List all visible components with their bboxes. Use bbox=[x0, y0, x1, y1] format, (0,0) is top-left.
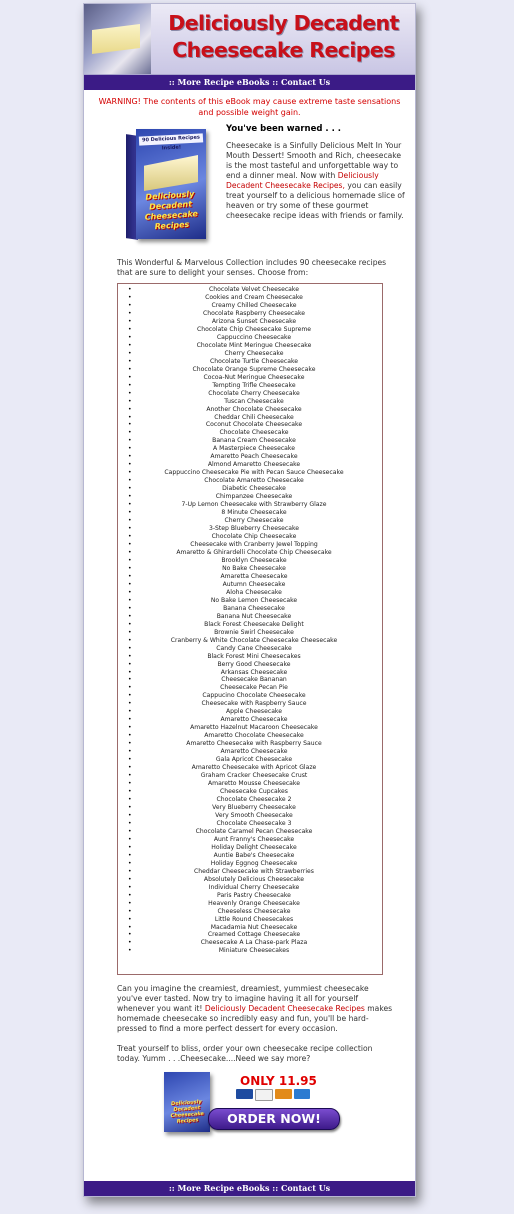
recipe-item: • Little Round Cheesecakes bbox=[118, 916, 382, 924]
visa-icon bbox=[255, 1089, 274, 1101]
ebook-small-image: Deliciously Decadent Cheesecake Recipes bbox=[164, 1072, 210, 1132]
recipe-item: • Banana Nut Cheesecake bbox=[118, 613, 382, 621]
recipe-item: • Cheddar Chili Cheesecake bbox=[118, 414, 382, 422]
recipe-item: • Cheesecake with Raspberry Sauce bbox=[118, 700, 382, 708]
recipe-item: • Another Chocolate Cheesecake bbox=[118, 406, 382, 414]
recipe-item: • Amaretto Peach Cheesecake bbox=[118, 453, 382, 461]
recipe-item: • Chocolate Cheesecake bbox=[118, 429, 382, 437]
recipe-item: • Cheesecake with Cranberry Jewel Topping bbox=[118, 541, 382, 549]
ebook-cover-image bbox=[126, 129, 206, 241]
recipe-item: • Cocoa-Nut Meringue Cheesecake bbox=[118, 374, 382, 382]
recipe-item: • Cheesecake Bananan bbox=[118, 676, 382, 684]
recipe-item: • Cheesecake A La Chase-park Plaza bbox=[118, 939, 382, 947]
price-label: ONLY 11.95 bbox=[240, 1074, 317, 1088]
amex-icon bbox=[294, 1089, 311, 1099]
recipe-item: • Banana Cheesecake bbox=[118, 605, 382, 613]
recipe-item: • Cheddar Cheesecake with Strawberries bbox=[118, 868, 382, 876]
recipe-item: • Amaretta Cheesecake bbox=[118, 573, 382, 581]
recipe-item: • 7-Up Lemon Cheesecake with Strawberry Glaze bbox=[118, 501, 382, 509]
recipe-item: • Tuscan Cheesecake bbox=[118, 398, 382, 406]
page bbox=[83, 3, 416, 1197]
payment-icons bbox=[236, 1089, 310, 1099]
recipe-list-box bbox=[117, 283, 383, 975]
recipe-item: • Chocolate Chip Cheesecake bbox=[118, 533, 382, 541]
product-name: Deliciously Decadent Cheesecake Recipes bbox=[204, 1004, 365, 1013]
recipe-item: • Amaretto Cheesecake bbox=[118, 748, 382, 756]
recipe-item: • Arkansas Cheesecake bbox=[118, 669, 382, 677]
recipe-item: • Almond Amaretto Cheesecake bbox=[118, 461, 382, 469]
recipe-item: • Aloha Cheesecake bbox=[118, 589, 382, 597]
recipe-item: • Very Smooth Cheesecake bbox=[118, 812, 382, 820]
recipe-item: • Arizona Sunset Cheesecake bbox=[118, 318, 382, 326]
closing-section bbox=[84, 984, 415, 1064]
intro-paragraph: Cheesecake is a Sinfully Delicious Melt In Your Mouth Dessert! Smooth and Rich, cheesecake is the most tasteful and unforgettable way to end a dinner meal. Now with Deliciously Decadent Cheesecake Recipes, you can easily treat yourself to a delicious homemade slice of heaven or try some of these gourmet cheesecake recipe ideas with friends or family. bbox=[226, 141, 405, 220]
recipe-item: • Amaretto & Ghirardelli Chocolate Chip Cheesecake bbox=[118, 549, 382, 557]
ebook-banner: 90 Delicious Recipes Inside! bbox=[139, 133, 203, 145]
warning-text: WARNING! The contents of this eBook may cause extreme taste sensations and possible weight gain. bbox=[98, 97, 401, 117]
closing-paragraph-1: Can you imagine the creamiest, dreamiest, yummiest cheesecake you've ever tasted. Now try to imagine having it all for yourself whenever you want it! Deliciously Decadent Cheesecake Recipes makes homemade cheesecake so incredibly easy and fun, you'll be hard-pressed to find a more perfect dessert for every occasion. bbox=[117, 984, 393, 1033]
recipe-item: • Brooklyn Cheesecake bbox=[118, 557, 382, 565]
recipe-item: • Cherry Cheesecake bbox=[118, 517, 382, 525]
recipe-item: • Candy Cane Cheesecake bbox=[118, 645, 382, 653]
recipe-item: • Chimpanzee Cheesecake bbox=[118, 493, 382, 501]
recipe-list bbox=[118, 284, 382, 955]
intro-section bbox=[84, 118, 415, 258]
recipe-item: • Chocolate Caramel Pecan Cheesecake bbox=[118, 828, 382, 836]
recipe-item: • Coconut Chocolate Cheesecake bbox=[118, 421, 382, 429]
recipe-item: • Tempting Trifle Cheesecake bbox=[118, 382, 382, 390]
recipe-item: • 3-Step Blueberry Cheesecake bbox=[118, 525, 382, 533]
intro-heading: You've been warned . . . bbox=[226, 124, 342, 134]
recipe-item: • Chocolate Velvet Cheesecake bbox=[118, 286, 382, 294]
recipe-item: • Miniature Cheesecakes bbox=[118, 947, 382, 955]
recipe-item: • Creamy Chilled Cheesecake bbox=[118, 302, 382, 310]
bottom-nav[interactable]: :: More Recipe eBooks :: Contact Us bbox=[84, 1181, 415, 1196]
recipe-item: • Black Forest Cheesecake Delight bbox=[118, 621, 382, 629]
recipe-item: • No Bake Cheesecake bbox=[118, 565, 382, 573]
cheesecake-photo bbox=[84, 4, 151, 74]
recipe-item: • 8 Minute Cheesecake bbox=[118, 509, 382, 517]
recipe-item: • Individual Cherry Cheesecake bbox=[118, 884, 382, 892]
recipe-item: • Chocolate Cheesecake 2 bbox=[118, 796, 382, 804]
recipe-item: • Chocolate Cheesecake 3 bbox=[118, 820, 382, 828]
recipe-item: • Absolutely Delicious Cheesecake bbox=[118, 876, 382, 884]
recipe-item: • Cheesecake Cupcakes bbox=[118, 788, 382, 796]
recipe-item: • Amaretto Cheesecake bbox=[118, 716, 382, 724]
recipe-item: • Cheeseless Cheesecake bbox=[118, 908, 382, 916]
recipe-item: • Amaretto Chocolate Cheesecake bbox=[118, 732, 382, 740]
recipe-item: • Amaretto Cheesecake with Raspberry Sauce bbox=[118, 740, 382, 748]
recipe-item: • Cheesecake Pecan Pie bbox=[118, 684, 382, 692]
recipe-item: • Chocolate Chip Cheesecake Supreme bbox=[118, 326, 382, 334]
recipe-item: • Diabetic Cheesecake bbox=[118, 485, 382, 493]
recipe-item: • Paris Pastry Cheesecake bbox=[118, 892, 382, 900]
intro-text bbox=[226, 124, 406, 221]
ebook-title: Deliciously Decadent Cheesecake Recipes bbox=[144, 189, 199, 232]
recipe-item: • Creamed Cottage Cheesecake bbox=[118, 931, 382, 939]
recipe-item: • Holiday Eggnog Cheesecake bbox=[118, 860, 382, 868]
recipe-item: • Chocolate Mint Meringue Cheesecake bbox=[118, 342, 382, 350]
recipe-item: • Auntie Babe's Cheesecake bbox=[118, 852, 382, 860]
recipe-item: • Aunt Franny's Cheesecake bbox=[118, 836, 382, 844]
order-section bbox=[84, 1072, 415, 1142]
top-nav[interactable]: :: More Recipe eBooks :: Contact Us bbox=[84, 75, 415, 90]
recipe-item: • Cherry Cheesecake bbox=[118, 350, 382, 358]
closing-paragraph-2: Treat yourself to bliss, order your own cheesecake recipe collection today. Yumm . . .Cheesecake....Need we say more? bbox=[117, 1044, 373, 1063]
recipe-item: • A Masterpiece Cheesecake bbox=[118, 445, 382, 453]
order-now-button[interactable]: ORDER NOW! bbox=[208, 1108, 340, 1130]
recipe-item: • Amaretto Cheesecake with Apricot Glaze bbox=[118, 764, 382, 772]
recipe-item: • Macadamia Nut Cheesecake bbox=[118, 924, 382, 932]
product-name: Deliciously Decadent Cheesecake Recipes, bbox=[226, 171, 379, 190]
recipe-item: • Holiday Delight Cheesecake bbox=[118, 844, 382, 852]
recipe-item: • Cookies and Cream Cheesecake bbox=[118, 294, 382, 302]
page-title: Deliciously Decadent Cheesecake Recipes bbox=[168, 11, 399, 62]
recipe-item: • Cappuccino Cheesecake bbox=[118, 334, 382, 342]
paypal-icon bbox=[236, 1089, 253, 1099]
recipe-item: • Very Blueberry Cheesecake bbox=[118, 804, 382, 812]
recipe-item: • Chocolate Raspberry Cheesecake bbox=[118, 310, 382, 318]
recipe-item: • Chocolate Amaretto Cheesecake bbox=[118, 477, 382, 485]
recipe-item: • Berry Good Cheesecake bbox=[118, 661, 382, 669]
mastercard-icon bbox=[275, 1089, 292, 1099]
recipe-item: • Cappuccino Cheesecake Pie with Pecan Sauce Cheesecake bbox=[118, 469, 382, 477]
recipe-item: • Amaretto Mousse Cheesecake bbox=[118, 780, 382, 788]
recipe-item: • Autumn Cheesecake bbox=[118, 581, 382, 589]
recipe-item: • Brownie Swirl Cheesecake bbox=[118, 629, 382, 637]
recipe-item: • Heavenly Orange Cheesecake bbox=[118, 900, 382, 908]
recipe-item: • Apple Cheesecake bbox=[118, 708, 382, 716]
recipe-item: • Amaretto Hazelnut Macaroon Cheesecake bbox=[118, 724, 382, 732]
recipe-item: • Cappucino Chocolate Cheesecake bbox=[118, 692, 382, 700]
recipe-item: • Gala Apricot Cheesecake bbox=[118, 756, 382, 764]
recipe-item: • Cranberry & White Chocolate Cheesecake Cheesecake bbox=[118, 637, 382, 645]
recipe-item: • No Bake Lemon Cheesecake bbox=[118, 597, 382, 605]
recipe-item: • Banana Cream Cheesecake bbox=[118, 437, 382, 445]
recipe-item: • Chocolate Turtle Cheesecake bbox=[118, 358, 382, 366]
recipe-item: • Chocolate Orange Supreme Cheesecake bbox=[118, 366, 382, 374]
recipe-item: • Black Forest Mini Cheesecakes bbox=[118, 653, 382, 661]
header-banner bbox=[84, 4, 415, 75]
recipe-item: • Chocolate Cherry Cheesecake bbox=[118, 390, 382, 398]
collection-text: This Wonderful & Marvelous Collection includes 90 cheesecake recipes that are sure to delight your senses. Choose from: bbox=[117, 258, 387, 277]
recipe-item: • Graham Cracker Cheesecake Crust bbox=[118, 772, 382, 780]
